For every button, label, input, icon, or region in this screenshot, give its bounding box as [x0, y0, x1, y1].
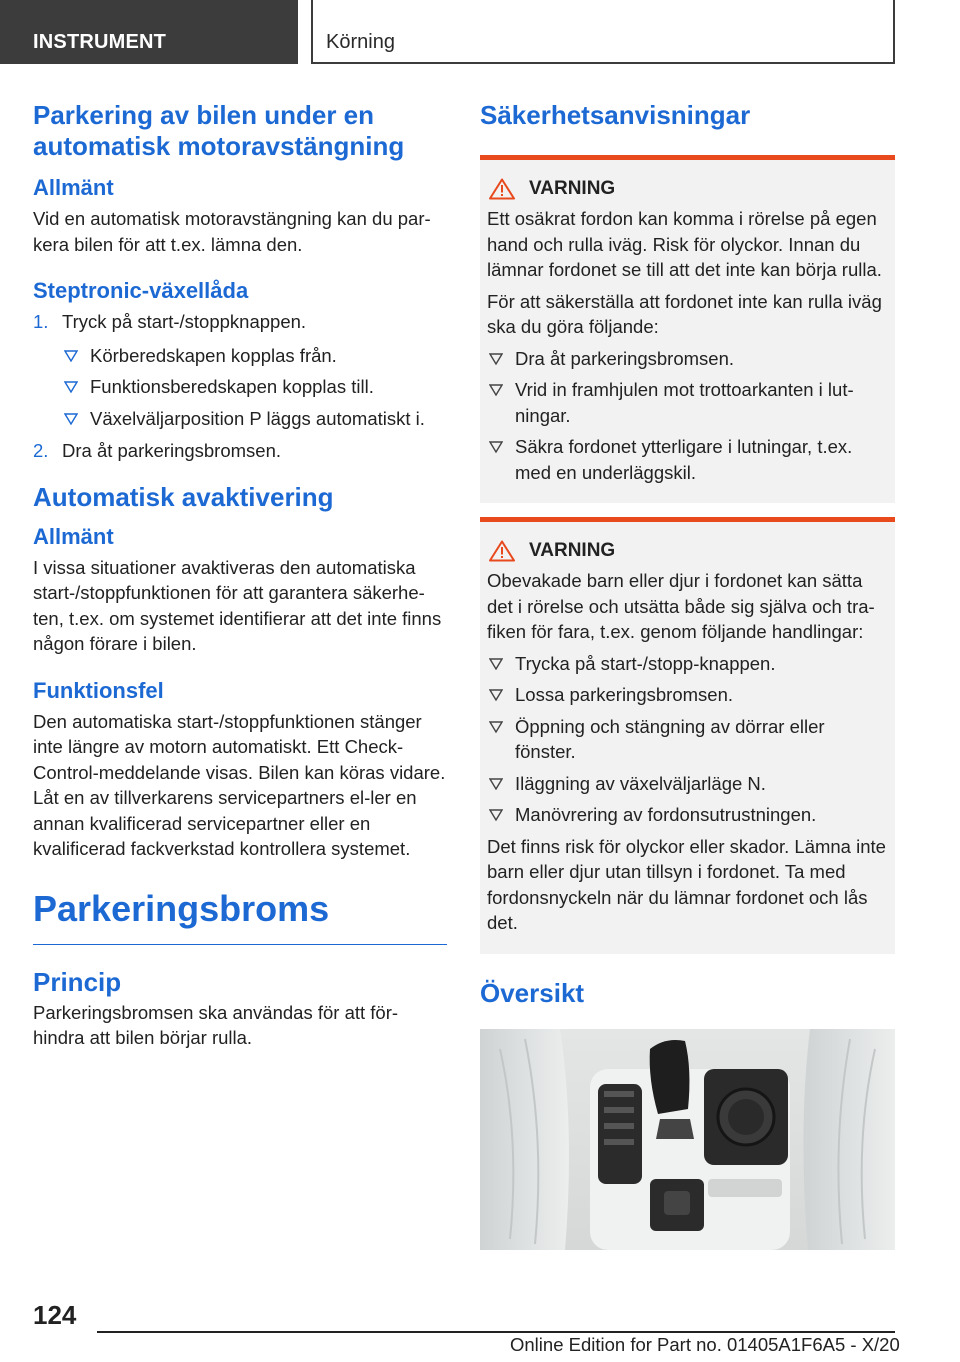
triangle-bullet-icon — [489, 441, 503, 453]
warning-1-bullets — [487, 346, 888, 486]
triangle-bullet-icon — [64, 381, 78, 393]
warning-2-text-2: Det finns risk för olyckor eller skador. Lämna inte barn eller djur utan tillsyn i fordonet. Ta med fordonsnyckeln när du lämnar fordonet och lås det. — [487, 835, 886, 933]
triangle-bullet-icon — [489, 778, 503, 790]
triangle-bullet-icon — [489, 809, 503, 821]
warning-box-2 — [480, 517, 895, 954]
triangle-bullet-icon — [489, 353, 503, 365]
subheading-principle: Princip — [33, 966, 122, 997]
warning-label: VARNING — [529, 540, 616, 561]
section-title-overview: Översikt — [480, 977, 585, 1008]
bullet-text: Iläggning av växelväljarläge N. — [515, 772, 766, 794]
footer-edition: Online Edition for Part no. 01405A1F6A5 - X/20 — [510, 1334, 900, 1355]
warning-triangle-icon — [489, 178, 515, 200]
section-title-safety: Säkerhetsanvisningar — [480, 100, 751, 130]
subheading-general-2: Allmänt — [33, 523, 114, 549]
bullet-text: Växelväljarposition P läggs automatiskt i. — [90, 407, 425, 429]
subheading-steptronic: Steptronic-växellåda — [33, 278, 249, 303]
chapter-title-parking-brake: Parkeringsbroms — [33, 888, 447, 945]
step-1-bullets — [62, 343, 447, 432]
warning-triangle-icon — [489, 540, 515, 562]
page-number: 124 — [33, 1300, 77, 1330]
bullet-text: Trycka på start-/stopp-knappen. — [515, 652, 776, 674]
subheading-general-1: Allmänt — [33, 175, 114, 200]
bullet-text: Dra åt parkeringsbromsen. — [515, 347, 735, 369]
right-column — [480, 100, 895, 1255]
triangle-bullet-icon — [489, 689, 503, 701]
step-item — [33, 438, 447, 464]
principle-text: Parkeringsbromsen ska användas för att för-hindra att bilen börjar rulla. — [33, 1001, 399, 1048]
warning-label: VARNING — [529, 178, 616, 199]
list-item — [487, 434, 888, 485]
section-title-parking-auto-stop: Parkering av bilen under en automatisk motoravstängning — [33, 100, 405, 161]
bullet-text: Körberedskapen kopplas från. — [90, 344, 337, 366]
header-chapter: Körning — [311, 0, 895, 64]
triangle-bullet-icon — [489, 384, 503, 396]
triangle-bullet-icon — [64, 413, 78, 425]
step-text: Dra åt parkeringsbromsen. — [62, 440, 282, 461]
subheading-malfunction: Funktionsfel — [33, 677, 164, 703]
warning-2-text: Obevakade barn eller djur i fordonet kan sätta det i rörelse och utsätta både sig själva och tra-fiken för fara, t.ex. genom följande handlingar: — [487, 570, 875, 642]
step-text: Tryck på start-/stoppknappen. — [62, 311, 307, 332]
triangle-bullet-icon — [489, 721, 503, 733]
warning-header — [487, 178, 888, 200]
warning-header — [487, 540, 888, 562]
footer-divider — [97, 1331, 895, 1333]
warning-2-bullets — [487, 651, 888, 828]
list-item — [487, 346, 888, 372]
warning-box-1 — [480, 155, 895, 503]
bullet-text: Säkra fordonet ytterligare i lutningar, t.ex. med en underläggskil. — [515, 436, 853, 483]
triangle-bullet-icon — [489, 658, 503, 670]
general-2-text: I vissa situationer avaktiveras den automatiska start-/stoppfunktionen för att garantera säkerhe-ten, t.ex. om systemet identifierar att det inte finns någon förare i bilen. — [33, 556, 442, 654]
list-item — [62, 406, 447, 432]
list-item — [487, 651, 888, 677]
step-number: 2. — [33, 440, 49, 461]
warning-1-text-2: För att säkerställa att fordonet inte kan rulla iväg ska du göra följande: — [487, 290, 882, 337]
step-number: 1. — [33, 311, 49, 332]
steps-list — [33, 309, 447, 464]
list-item — [487, 377, 888, 428]
triangle-bullet-icon — [64, 350, 78, 362]
section-title-auto-deactivation: Automatisk avaktivering — [33, 481, 334, 512]
malfunction-text: Den automatiska start-/stoppfunktionen stänger inte längre av motorn automatiskt. Ett Check-Control-meddelande visas. Bilen kan köras vidare. Låt en av tillverkarens servicepartners el-ler en annan kvalificerad servicepartner eller en kvalificerad fackverkstad kontrollera systemet. — [33, 710, 446, 859]
warning-1-text: Ett osäkrat fordon kan komma i rörelse på egen hand och rulla iväg. Risk för olyckor. Innan du lämnar fordonet se till att det inte kan börja rulla. — [487, 208, 882, 280]
list-item — [487, 771, 888, 797]
list-item — [487, 714, 888, 765]
bullet-text: Öppning och stängning av dörrar eller fönster. — [515, 715, 825, 762]
bullet-text: Lossa parkeringsbromsen. — [515, 684, 733, 705]
bullet-text: Vrid in framhjulen mot trottoarkanten i lut-ningar. — [515, 379, 854, 426]
header-section: INSTRUMENT — [0, 0, 298, 64]
bullet-text: Funktionsberedskapen kopplas till. — [90, 376, 374, 397]
list-item — [487, 682, 888, 708]
list-item — [487, 802, 888, 828]
general-1-text: Vid en automatisk motoravstängning kan du par-kera bilen för att t.ex. lämna den. — [33, 208, 431, 255]
left-column — [33, 100, 447, 1051]
bullet-text: Manövrering av fordonsutrustningen. — [515, 804, 817, 825]
list-item — [62, 374, 447, 400]
list-item — [62, 343, 447, 369]
step-item — [33, 309, 447, 431]
center-console-photo — [480, 1029, 895, 1250]
